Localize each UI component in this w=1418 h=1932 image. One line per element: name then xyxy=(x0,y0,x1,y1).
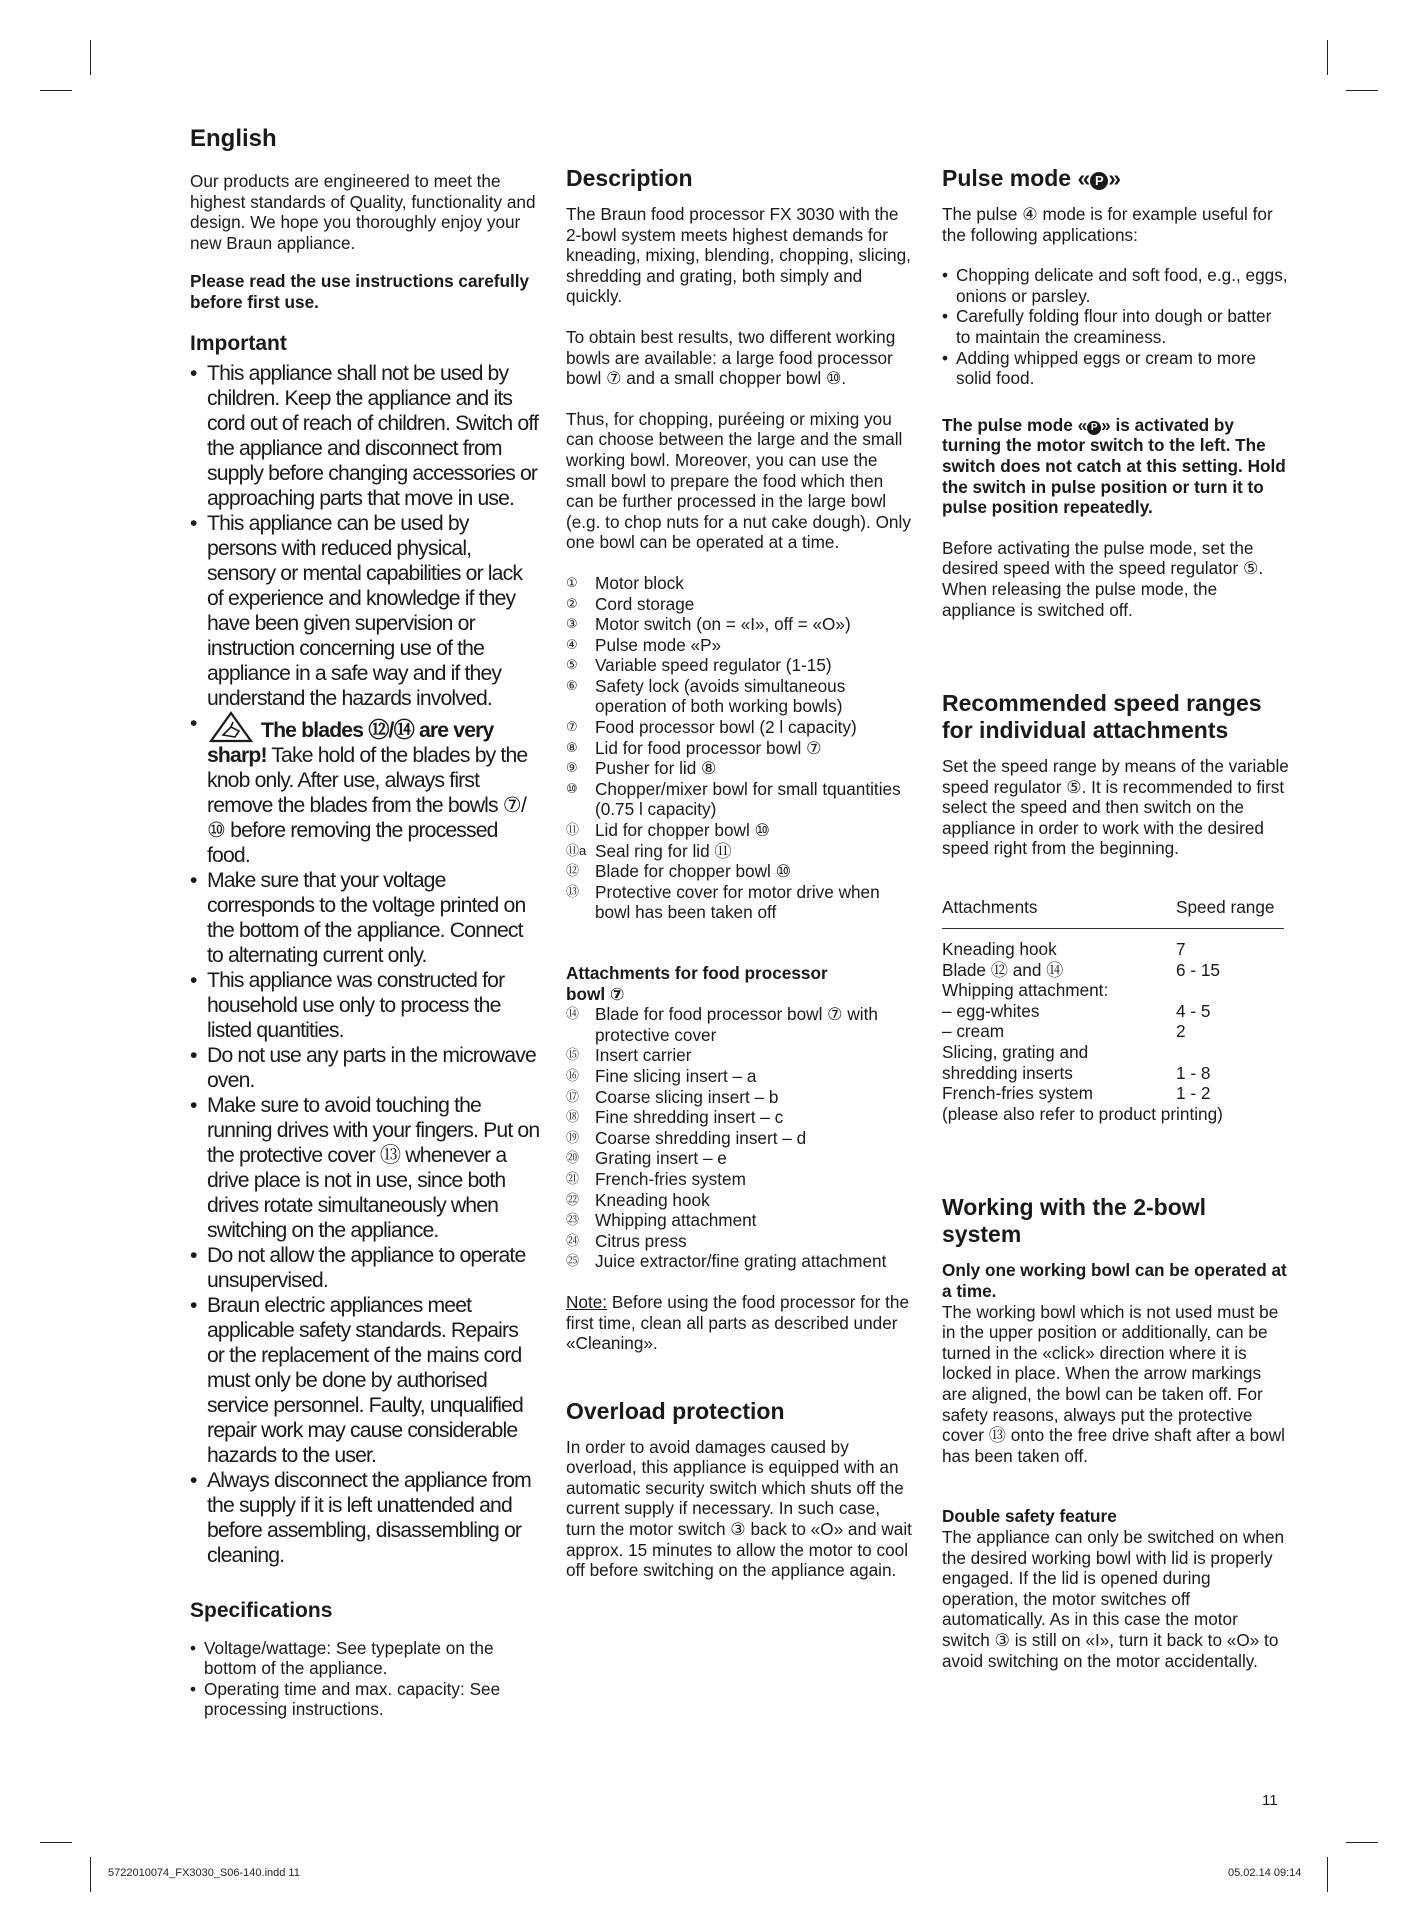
overload-heading: Overload protection xyxy=(566,1397,785,1424)
list-item: • Operating time and max. capacity: See processing instructions. xyxy=(190,1679,540,1720)
list-item: • Do not allow the appliance to operate unsupervised. xyxy=(190,1243,540,1293)
list-item: ㉓ Whipping attachment xyxy=(566,1210,757,1231)
table-row: Slicing, grating and xyxy=(942,1042,1089,1063)
list-item: ⑪ Lid for chopper bowl ⑩ xyxy=(566,820,770,841)
column-middle xyxy=(566,165,914,1581)
list-item: • Do not use any parts in the microwave oven. xyxy=(190,1043,540,1093)
table-row: French-fries system 1 - 2 xyxy=(942,1083,1211,1104)
table-row: – egg-whites 4 - 5 xyxy=(942,1000,1211,1021)
pulse-heading: Pulse mode « P » xyxy=(942,165,1122,191)
speed-table xyxy=(942,897,1284,1104)
attachments-heading: Attachments for food processor bowl ⑦ xyxy=(566,963,828,1004)
language-heading: English xyxy=(190,125,277,152)
overload-text: In order to avoid damages caused by overload, this appliance is equipped with an automatic security switch which shuts off the current supply if necessary. In such case, turn the motor switch ③ back to «O» and wait approx. 15 minutes to allow the motor to cool off before switching on the appliance again. xyxy=(566,1436,912,1581)
list-item: ⑩ Chopper/mixer bowl for small tquantities (0.75 l capacity) xyxy=(566,778,901,820)
list-item: ⑰ Coarse slicing insert – b xyxy=(566,1086,779,1107)
blades-warning-bold: The blades ⑫/⑭ are very sharp! xyxy=(207,718,494,767)
table-row: Kneading hook 7 xyxy=(942,939,1186,960)
list-item: • Make sure that your voltage corresponds to the voltage printed on the bottom of the appliance. Connect to alternating current only. xyxy=(190,868,540,968)
double-safety-heading: Double safety feature xyxy=(942,1506,1117,1527)
two-bowl-heading: Working with the 2-bowl system xyxy=(942,1194,1207,1248)
list-item: ㉕ Juice extractor/fine grating attachment xyxy=(566,1251,887,1272)
list-item: • This appliance was constructed for household use only to process the listed quantities. xyxy=(190,968,540,1043)
list-item: ⑤ Variable speed regulator (1-15) xyxy=(566,655,832,676)
list-item: • Braun electric appliances meet applicable safety standards. Repairs or the replacement of the mains cord must only be done by authorised service personnel. Faulty, unqualified repair work may cause considerable hazards to the user. xyxy=(190,1293,540,1468)
list-item: ⑯ Fine slicing insert – a xyxy=(566,1065,757,1086)
list-item: ④ Pulse mode «P» xyxy=(566,634,722,655)
list-item: • Adding whipped eggs or cream to more solid food. xyxy=(942,348,1290,389)
specifications-list xyxy=(190,1638,540,1720)
pulse-activation: The pulse mode « P » is activated by turning the motor switch to the left. The switch does not catch at this setting. Hold the switch in pulse position or turn it to pulse position repeatedly. xyxy=(942,414,1286,518)
list-item: ② Cord storage xyxy=(566,593,695,614)
crop-mark xyxy=(40,1842,72,1843)
list-item: ⑭ Blade for food processor bowl ⑦ with protective cover xyxy=(566,1004,878,1045)
column-right xyxy=(942,165,1290,1671)
pulse-list xyxy=(942,265,1290,389)
crop-mark xyxy=(90,40,91,75)
table-row: – cream 2 xyxy=(942,1021,1186,1042)
description-p2: To obtain best results, two different working bowls are available: a large food processor bowl ⑦ and a small chopper bowl ⑩. xyxy=(566,326,896,389)
pulse-icon: P xyxy=(1090,172,1108,190)
list-item: ⑲ Coarse shredding insert – d xyxy=(566,1127,807,1148)
crop-mark xyxy=(1346,1842,1378,1843)
list-item: • Make sure to avoid touching the running drives with your fingers. Put on the protective cover ⑬ whenever a drive place is not in use, since both drives rotate simultaneously when switching on the appliance. xyxy=(190,1093,540,1243)
page-number: 11 xyxy=(1262,1792,1278,1809)
hand-warning-icon xyxy=(209,711,253,743)
table-row: Whipping attachment: xyxy=(942,980,1109,1001)
list-item: • Carefully folding flour into dough or batter to maintain the creaminess. xyxy=(942,306,1290,347)
blades-warning-text: Take hold of the blades by the knob only. After use, always first remove the blades from the bowls ⑦/⑩ before removing the processed food. xyxy=(207,743,528,867)
double-safety-text: The appliance can only be switched on when the desired working bowl with lid is properly engaged. If the lid is opened during operation, the motor switches off automatically. As in this case the motor switch ③ is still on «I», turn it back to «O» to avoid switching on the motor accidentally. xyxy=(942,1526,1285,1671)
list-item: ⑨ Pusher for lid ⑧ xyxy=(566,758,717,779)
two-bowl-subheading: Only one working bowl can be operated at a time. xyxy=(942,1260,1287,1301)
blades-warning xyxy=(190,711,540,868)
list-item: • This appliance can be used by persons with reduced physical, sensory or mental capabilities or lack of experience and knowledge if they have been given supervision or instruction concerning use of the appliance in a safe way and if they understand the hazards involved. xyxy=(190,511,540,711)
pulse-text: Before activating the pulse mode, set the desired speed with the speed regulator ⑤. When releasing the pulse mode, the appliance is switched off. xyxy=(942,537,1264,620)
important-list xyxy=(190,361,540,1568)
crop-mark xyxy=(90,1857,91,1892)
slug-date: 05.02.14 09:14 xyxy=(1228,1867,1302,1879)
two-bowl-text: The working bowl which is not used must be in the upper position or additionally, can be turned in the «click» direction where it is locked in place. When the arrow markings are aligned, the bowl can be taken off. For safety reasons, always put the protective cover ⑬ onto the free drive shaft after a bowl has been taken off. xyxy=(942,1301,1285,1466)
important-heading: Important xyxy=(190,331,287,355)
crop-mark xyxy=(1346,90,1378,91)
list-item: ⑥ Safety lock (avoids simultaneous operation of both working bowls) xyxy=(566,675,846,717)
list-item: ① Motor block xyxy=(566,572,684,593)
crop-mark xyxy=(1327,1857,1328,1892)
speed-footnote: (please also refer to product printing) xyxy=(942,1103,1223,1124)
description-heading: Description xyxy=(566,165,693,191)
list-item: ⑪a Seal ring for lid ⑪ xyxy=(566,840,732,861)
list-item: • Chopping delicate and soft food, e.g., eggs, onions or parsley. xyxy=(942,265,1290,306)
table-row: shredding inserts 1 - 8 xyxy=(942,1062,1211,1083)
list-item: ⑧ Lid for food processor bowl ⑦ xyxy=(566,737,822,758)
list-item: • This appliance shall not be used by children. Keep the appliance and its cord out of reach of children. Switch off the appliance and disconnect from supply before changing accessories or approaching parts that move in use. xyxy=(190,361,540,511)
crop-mark xyxy=(1327,40,1328,75)
cleaning-note: Note: Before using the food processor for the first time, clean all parts as described under «Cleaning». xyxy=(566,1291,910,1354)
pulse-intro: The pulse ④ mode is for example useful for the following applications: xyxy=(942,204,1273,245)
table-row: Blade ⑫ and ⑭ 6 - 15 xyxy=(942,959,1220,980)
specifications-heading: Specifications xyxy=(190,1598,333,1622)
crop-mark xyxy=(40,90,72,91)
list-item: ⑳ Grating insert – e xyxy=(566,1148,727,1169)
description-p3: Thus, for chopping, puréeing or mixing you can choose between the large and the small working bowl. Moreover, you can use the small bowl to prepare the food which then can be further processed in the large bowl (e.g. to chop nuts for a nut cake dough). Only one bowl can be operated at a time. xyxy=(566,408,911,553)
list-item: ⑦ Food processor bowl (2 l capacity) xyxy=(566,717,857,738)
attachments-list xyxy=(566,1004,914,1272)
list-item: ⑮ Insert carrier xyxy=(566,1045,692,1066)
list-item: ⑬ Protective cover for motor drive when bowl has been taken off xyxy=(566,881,880,923)
speed-text: Set the speed range by means of the variable speed regulator ⑤. It is recommended to first select the speed and then switch on the appliance in order to work with the desired speed right from the beginning. xyxy=(942,756,1289,859)
column-left xyxy=(190,171,540,1720)
list-item: ⑱ Fine shredding insert – c xyxy=(566,1107,784,1128)
list-item: • Always disconnect the appliance from the supply if it is left unattended and before assembling, disassembling or cleaning. xyxy=(190,1468,540,1568)
slug-file: 5722010074_FX3030_S06-140.indd 11 xyxy=(108,1867,300,1879)
list-item: ㉑ French-fries system xyxy=(566,1168,746,1189)
speed-table-header-attachments: Attachments xyxy=(942,897,1176,929)
description-p1: The Braun food processor FX 3030 with the 2-bowl system meets highest demands for kneading, mixing, blending, chopping, slicing, shredding and grating, both simply and quickly. xyxy=(566,204,911,307)
intro-text: Our products are engineered to meet the highest standards of Quality, functionality and design. We hope you thoroughly enjoy your new Braun appliance. xyxy=(190,171,536,253)
list-item: • Voltage/wattage: See typeplate on the bottom of the appliance. xyxy=(190,1638,540,1679)
list-item: ⑫ Blade for chopper bowl ⑩ xyxy=(566,861,791,882)
list-item: ㉒ Kneading hook xyxy=(566,1189,710,1210)
speed-heading: Recommended speed ranges for individual attachments xyxy=(942,690,1262,744)
intro-note: Please read the use instructions carefully before first use. xyxy=(190,271,530,312)
parts-list xyxy=(566,573,914,923)
speed-table-header-speed: Speed range xyxy=(1176,897,1284,929)
list-item: ③ Motor switch (on = «I», off = «O») xyxy=(566,614,851,635)
pulse-icon: P xyxy=(1087,421,1101,435)
list-item: ㉔ Citrus press xyxy=(566,1230,687,1251)
